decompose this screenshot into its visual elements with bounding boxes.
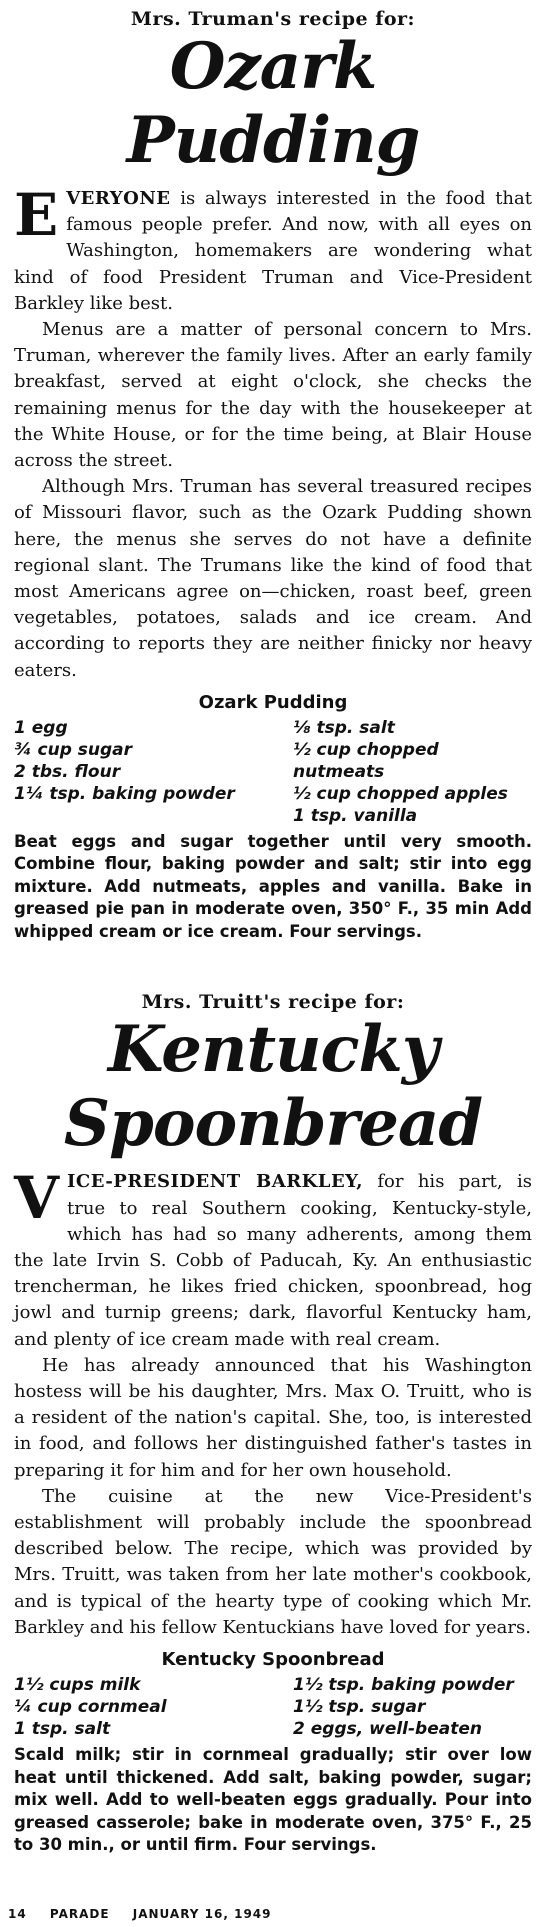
kicker-ozark: Mrs. Truman's recipe for: xyxy=(130,8,416,30)
ingredients-ozark xyxy=(14,717,532,827)
recipe-title-ozark: Ozark Pudding xyxy=(198,691,348,713)
publication-name: PARADE xyxy=(49,1907,110,1921)
ingredient: 1½ tsp. baking powder xyxy=(293,1675,514,1696)
paragraph: He has already announced that his Washington hostess will be his daughter, Mrs. Max O. Truitt, who is a resident of the nation's capital. She, too, is interested in food, and follows her distinguished father's tastes in preparing it for him and for her own household. xyxy=(14,1354,532,1481)
paragraph: The cuisine at the new Vice-President's establishment will probably include the spoonbread described below. The recipe, which was provided by Mrs. Truitt, was taken from her late mother's cookbook, and is typical of the hearty type of cooking which Mr. Barkley and his fellow Kentuckians have loved for years. xyxy=(14,1485,532,1638)
lead-caps: VERYONE xyxy=(66,188,171,209)
instructions-ozark: Beat eggs and sugar together until very smooth. Combine flour, baking powder and salt; stir into egg mixture. Add nutmeats, apples and vanilla. Bake in greased pie pan in moderate oven, 350° F., 35 min Add whipped cream or ice cream. Four servings. xyxy=(14,831,532,941)
paragraph: Menus are a matter of personal concern to Mrs. Truman, wherever the family lives. After an early family breakfast, served at eight o'clock, she checks the remaining menus for the day with the housekeeper at the White House, or for the time being, at Blair House across the street. xyxy=(14,319,532,472)
ingredient: 1 egg xyxy=(14,717,68,738)
ingredients-left xyxy=(14,717,253,827)
kicker-spoonbread: Mrs. Truitt's recipe for: xyxy=(141,991,405,1014)
ingredient: 1½ tsp. sugar xyxy=(293,1697,426,1718)
ingredients-right xyxy=(253,717,532,827)
title-ozark: Ozark xyxy=(169,29,377,104)
ingredients-spoonbread xyxy=(14,1674,532,1740)
lead-caps: ICE-PRESIDENT BARKLEY, xyxy=(67,1171,363,1193)
instructions-spoonbread: Scald milk; stir in cornmeal gradually; stir over low heat until thickened. Add salt, baking powder, sugar; mix well. Add to well-beaten eggs gradually. Pour into greased casserole; bake in moderate oven, 375° F., 25 to 30 min., or until firm. Four servings. xyxy=(14,1745,532,1855)
ingredient: ½ cup chopped apples xyxy=(293,783,508,804)
ingredients-left xyxy=(14,1674,253,1740)
issue-date: JANUARY 16, 1949 xyxy=(132,1907,272,1921)
ingredients-right xyxy=(253,1674,532,1740)
ingredient: 1 tsp. salt xyxy=(14,1719,111,1740)
title-spoonbread: Spoonbread xyxy=(63,1086,483,1162)
ingredient: 1 tsp. vanilla xyxy=(293,805,418,826)
ingredient: 2 eggs, well-beaten xyxy=(293,1719,482,1740)
paragraph xyxy=(14,1164,532,1352)
recipe-title-spoonbread: Kentucky Spoonbread xyxy=(161,1649,385,1671)
drop-cap: V xyxy=(14,1164,60,1233)
article-ozark-body xyxy=(14,181,532,684)
title-kentucky: Kentucky xyxy=(107,1012,439,1088)
title-pudding: Pudding xyxy=(126,103,420,178)
ingredient: ⅛ tsp. salt xyxy=(293,717,395,738)
paragraph-text: is always interested in the food that famous people prefer. And now, with all eyes on Washington, homemakers are wondering what kind of food President Truman and Vice-President Barkley like best. xyxy=(14,188,532,314)
paragraph-text: for his part, is true to real Southern cooking, Kentucky-style, which has had so many adherents, among them the late Irvin S. Cobb of Paducah, Ky. An enthusiastic trencherman, he likes fried chicken, spoonbread, hog jowl and turnip greens; dark, flavorful Kentucky ham, and plenty of ice cream made with real cream. xyxy=(14,1171,532,1350)
drop-cap: E xyxy=(14,181,59,249)
ingredient: 2 tbs. flour xyxy=(14,761,121,782)
article-spoonbread-body xyxy=(14,1164,532,1641)
ingredient: ½ cup chopped nutmeats xyxy=(293,739,439,782)
ingredient: 1¼ tsp. baking powder xyxy=(14,783,235,804)
paragraph xyxy=(14,181,532,317)
page-number: 14 xyxy=(8,1907,27,1921)
paragraph: Although Mrs. Truman has several treasured recipes of Missouri flavor, such as the Ozark Pudding shown here, the menus she serves do not have a definite regional slant. The Trumans like the kind of food that most Americans agree on—chicken, roast beef, green vegetables, potatoes, salads and ice cream. And according to reports they are neither finicky nor heavy eaters. xyxy=(14,476,532,681)
ingredient: ¼ cup cornmeal xyxy=(14,1697,167,1718)
ingredient: ¾ cup sugar xyxy=(14,739,133,760)
ingredient: 1½ cups milk xyxy=(14,1675,141,1696)
page xyxy=(0,8,546,1927)
